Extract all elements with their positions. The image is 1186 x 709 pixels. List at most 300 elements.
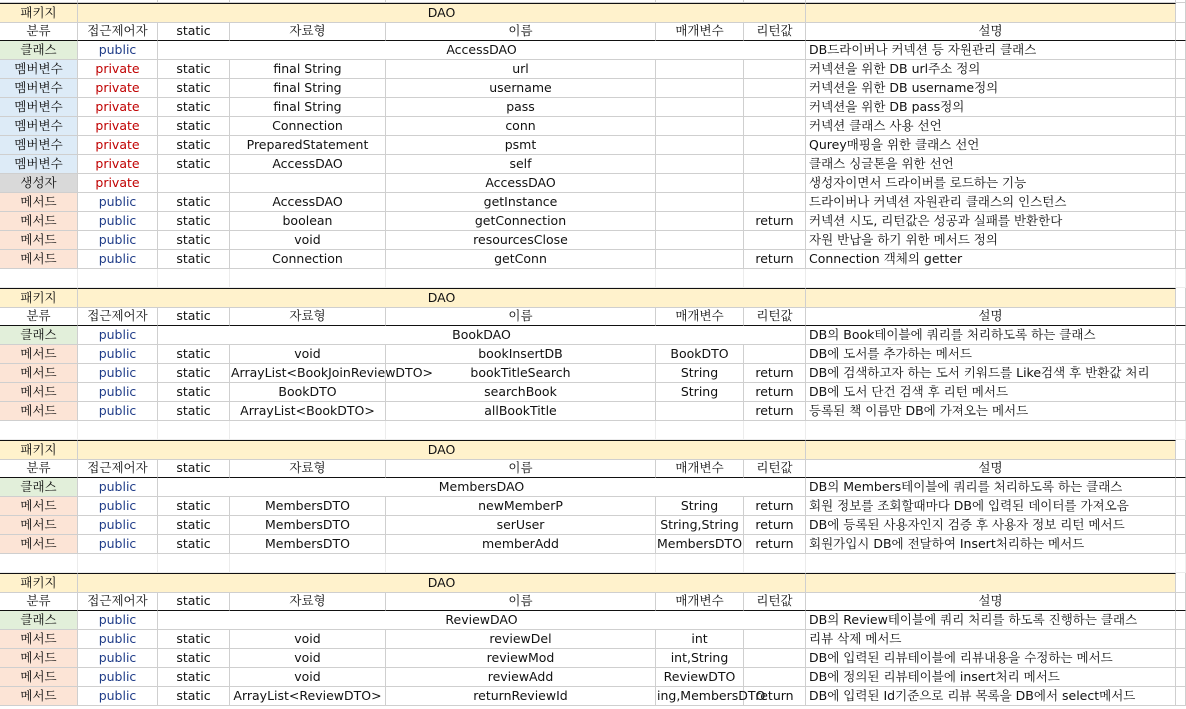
return-cell[interactable]: return <box>744 250 806 269</box>
grid-cell[interactable] <box>1176 668 1186 687</box>
return-cell[interactable] <box>744 231 806 250</box>
params-cell[interactable] <box>656 212 744 231</box>
grid-cell[interactable] <box>0 269 78 288</box>
grid-cell[interactable] <box>1176 212 1186 231</box>
type-cell[interactable]: Connection <box>230 250 386 269</box>
package-name[interactable]: DAO <box>78 573 806 593</box>
grid-cell[interactable] <box>656 269 744 288</box>
category-cell[interactable]: 멤버변수 <box>0 98 78 117</box>
header-return[interactable]: 리턴값 <box>744 307 806 326</box>
grid-cell[interactable] <box>1176 345 1186 364</box>
header-params[interactable]: 매개변수 <box>656 592 744 611</box>
name-cell[interactable]: pass <box>386 98 656 117</box>
return-cell[interactable] <box>744 60 806 79</box>
params-cell[interactable] <box>656 136 744 155</box>
params-cell[interactable] <box>656 250 744 269</box>
return-cell[interactable]: return <box>744 383 806 402</box>
category-cell[interactable]: 메서드 <box>0 535 78 554</box>
access-cell[interactable]: public <box>78 231 158 250</box>
category-cell[interactable]: 메서드 <box>0 649 78 668</box>
desc-cell[interactable]: 생성자이면서 드라이버를 로드하는 기능 <box>806 174 1176 193</box>
type-cell[interactable]: PreparedStatement <box>230 136 386 155</box>
name-cell[interactable]: reviewAdd <box>386 668 656 687</box>
grid-cell[interactable] <box>386 269 656 288</box>
grid-cell[interactable] <box>0 421 78 440</box>
return-cell[interactable]: return <box>744 497 806 516</box>
return-cell[interactable] <box>744 193 806 212</box>
static-cell[interactable]: static <box>158 687 230 706</box>
access-cell[interactable]: public <box>78 478 158 497</box>
name-cell[interactable]: getConn <box>386 250 656 269</box>
desc-cell[interactable]: DB의 Book테이블에 쿼리를 처리하도록 하는 클래스 <box>806 326 1176 345</box>
params-cell[interactable] <box>656 60 744 79</box>
grid-cell[interactable] <box>656 554 744 573</box>
access-cell[interactable]: public <box>78 687 158 706</box>
grid-cell[interactable] <box>386 421 656 440</box>
access-cell[interactable]: private <box>78 98 158 117</box>
package-label[interactable]: 패키지 <box>0 288 78 308</box>
static-cell[interactable]: static <box>158 60 230 79</box>
category-cell[interactable]: 메서드 <box>0 687 78 706</box>
return-cell[interactable]: return <box>744 212 806 231</box>
params-cell[interactable]: String <box>656 383 744 402</box>
grid-cell[interactable] <box>386 554 656 573</box>
type-cell[interactable]: ArrayList<ReviewDTO> <box>230 687 386 706</box>
grid-cell[interactable] <box>744 269 806 288</box>
return-cell[interactable] <box>744 649 806 668</box>
access-cell[interactable]: private <box>78 60 158 79</box>
category-cell[interactable]: 메서드 <box>0 630 78 649</box>
grid-cell[interactable] <box>1176 79 1186 98</box>
access-cell[interactable]: private <box>78 79 158 98</box>
header-return[interactable]: 리턴값 <box>744 22 806 41</box>
grid-cell[interactable] <box>1176 478 1186 497</box>
header-params[interactable]: 매개변수 <box>656 459 744 478</box>
type-cell[interactable]: ArrayList<BookDTO> <box>230 402 386 421</box>
access-cell[interactable]: public <box>78 497 158 516</box>
name-cell[interactable]: bookTitleSearch <box>386 364 656 383</box>
grid-cell[interactable] <box>1176 41 1186 60</box>
name-cell[interactable]: memberAdd <box>386 535 656 554</box>
grid-cell[interactable] <box>806 421 1176 440</box>
desc-cell[interactable]: 드라이버나 커넥션 자원관리 클래스의 인스턴스 <box>806 193 1176 212</box>
package-label[interactable]: 패키지 <box>0 573 78 593</box>
return-cell[interactable] <box>744 630 806 649</box>
static-cell[interactable]: static <box>158 364 230 383</box>
type-cell[interactable]: final String <box>230 60 386 79</box>
grid-cell[interactable] <box>1176 288 1186 308</box>
grid-cell[interactable] <box>1176 497 1186 516</box>
table-row <box>0 630 1186 649</box>
grid-cell[interactable] <box>1176 554 1186 573</box>
grid-cell[interactable] <box>1176 516 1186 535</box>
params-cell[interactable] <box>656 193 744 212</box>
class-name-cell[interactable]: AccessDAO <box>158 41 806 60</box>
access-cell[interactable]: public <box>78 364 158 383</box>
desc-cell[interactable]: 커넥션 클래스 사용 선언 <box>806 117 1176 136</box>
header-type[interactable]: 자료형 <box>230 307 386 326</box>
category-cell[interactable]: 메서드 <box>0 668 78 687</box>
header-params[interactable]: 매개변수 <box>656 22 744 41</box>
name-cell[interactable]: getConnection <box>386 212 656 231</box>
access-cell[interactable]: public <box>78 345 158 364</box>
grid-cell[interactable] <box>0 554 78 573</box>
header-name[interactable]: 이름 <box>386 307 656 326</box>
params-cell[interactable]: String,String <box>656 516 744 535</box>
grid-cell[interactable] <box>1176 193 1186 212</box>
return-cell[interactable] <box>744 174 806 193</box>
header-name[interactable]: 이름 <box>386 22 656 41</box>
grid-cell[interactable] <box>744 421 806 440</box>
type-cell[interactable]: final String <box>230 79 386 98</box>
grid-cell[interactable] <box>1176 155 1186 174</box>
desc-cell[interactable]: 자원 반납을 하기 위한 메서드 정의 <box>806 231 1176 250</box>
grid-cell[interactable] <box>1176 383 1186 402</box>
params-cell[interactable] <box>656 155 744 174</box>
static-cell[interactable]: static <box>158 136 230 155</box>
static-cell[interactable]: static <box>158 231 230 250</box>
desc-cell[interactable]: DB의 Review테이블에 쿼리 처리를 하도록 진행하는 클래스 <box>806 611 1176 630</box>
params-cell[interactable] <box>656 79 744 98</box>
type-cell[interactable]: void <box>230 668 386 687</box>
static-cell[interactable]: static <box>158 98 230 117</box>
category-cell[interactable]: 메서드 <box>0 497 78 516</box>
desc-cell[interactable]: 커넥션을 위한 DB username정의 <box>806 79 1176 98</box>
grid-cell[interactable] <box>1176 326 1186 345</box>
grid-cell[interactable] <box>1176 269 1186 288</box>
access-cell[interactable]: public <box>78 212 158 231</box>
access-cell[interactable]: private <box>78 136 158 155</box>
params-cell[interactable]: ing,MembersDTO <box>656 687 744 706</box>
return-cell[interactable]: return <box>744 402 806 421</box>
package-name[interactable]: DAO <box>78 440 806 460</box>
name-cell[interactable]: allBookTitle <box>386 402 656 421</box>
desc-cell[interactable]: DB에 정의된 리뷰테이블에 insert처리 메서드 <box>806 668 1176 687</box>
name-cell[interactable]: conn <box>386 117 656 136</box>
access-cell[interactable]: private <box>78 174 158 193</box>
column-header-row <box>0 592 1186 611</box>
grid-cell[interactable] <box>1176 231 1186 250</box>
category-cell[interactable]: 클래스 <box>0 478 78 497</box>
type-cell[interactable]: void <box>230 345 386 364</box>
category-cell[interactable]: 메서드 <box>0 193 78 212</box>
header-type[interactable]: 자료형 <box>230 592 386 611</box>
grid-cell[interactable] <box>1176 649 1186 668</box>
desc-cell[interactable]: 회원 정보를 조회할때마다 DB에 입력된 데이터를 가져오음 <box>806 497 1176 516</box>
type-cell[interactable]: Connection <box>230 117 386 136</box>
desc-cell[interactable]: 커넥션 시도, 리턴값은 성공과 실패를 반환한다 <box>806 212 1176 231</box>
header-type[interactable]: 자료형 <box>230 22 386 41</box>
static-cell[interactable]: static <box>158 250 230 269</box>
package-name[interactable]: DAO <box>78 288 806 308</box>
return-cell[interactable]: return <box>744 516 806 535</box>
desc-cell[interactable]: Connection 객체의 getter <box>806 250 1176 269</box>
header-category[interactable]: 분류 <box>0 307 78 326</box>
params-cell[interactable] <box>656 231 744 250</box>
grid-cell[interactable] <box>1176 535 1186 554</box>
params-cell[interactable] <box>656 174 744 193</box>
static-cell[interactable]: static <box>158 649 230 668</box>
header-category[interactable]: 분류 <box>0 592 78 611</box>
header-access[interactable]: 접근제어자 <box>78 307 158 326</box>
type-cell[interactable]: boolean <box>230 212 386 231</box>
name-cell[interactable]: username <box>386 79 656 98</box>
name-cell[interactable]: resourcesClose <box>386 231 656 250</box>
category-cell[interactable]: 클래스 <box>0 611 78 630</box>
desc-header-blank[interactable] <box>806 3 1176 23</box>
category-cell[interactable]: 메서드 <box>0 250 78 269</box>
desc-cell[interactable]: 리뷰 삭제 메서드 <box>806 630 1176 649</box>
grid-cell[interactable] <box>1176 687 1186 706</box>
header-static[interactable]: static <box>158 592 230 611</box>
grid-cell[interactable] <box>1176 592 1186 611</box>
header-access[interactable]: 접근제어자 <box>78 592 158 611</box>
type-cell[interactable]: void <box>230 649 386 668</box>
header-name[interactable]: 이름 <box>386 592 656 611</box>
params-cell[interactable]: int <box>656 630 744 649</box>
params-cell[interactable] <box>656 402 744 421</box>
static-cell[interactable]: static <box>158 117 230 136</box>
grid-cell[interactable] <box>1176 573 1186 593</box>
grid-cell[interactable] <box>78 269 158 288</box>
grid-cell[interactable] <box>78 421 158 440</box>
access-cell[interactable]: public <box>78 535 158 554</box>
header-category[interactable]: 분류 <box>0 459 78 478</box>
return-cell[interactable] <box>744 345 806 364</box>
params-cell[interactable]: BookDTO <box>656 345 744 364</box>
grid-cell[interactable] <box>158 421 230 440</box>
header-params[interactable]: 매개변수 <box>656 307 744 326</box>
access-cell[interactable]: public <box>78 630 158 649</box>
type-cell[interactable]: MembersDTO <box>230 497 386 516</box>
category-cell[interactable]: 클래스 <box>0 41 78 60</box>
header-name[interactable]: 이름 <box>386 459 656 478</box>
access-cell[interactable]: public <box>78 649 158 668</box>
static-cell[interactable]: static <box>158 497 230 516</box>
params-cell[interactable] <box>656 98 744 117</box>
grid-cell[interactable] <box>230 554 386 573</box>
category-cell[interactable]: 메서드 <box>0 402 78 421</box>
access-cell[interactable]: public <box>78 668 158 687</box>
name-cell[interactable]: serUser <box>386 516 656 535</box>
access-cell[interactable]: public <box>78 383 158 402</box>
grid-cell[interactable] <box>1176 3 1186 23</box>
return-cell[interactable] <box>744 155 806 174</box>
header-desc[interactable]: 설명 <box>806 459 1176 478</box>
class-name-cell[interactable]: MembersDAO <box>158 478 806 497</box>
static-cell[interactable]: static <box>158 630 230 649</box>
grid-cell[interactable] <box>1176 136 1186 155</box>
static-cell[interactable]: static <box>158 345 230 364</box>
grid-cell[interactable] <box>656 421 744 440</box>
header-type[interactable]: 자료형 <box>230 459 386 478</box>
desc-cell[interactable]: DB에 도서를 추가하는 메서드 <box>806 345 1176 364</box>
params-cell[interactable]: String <box>656 497 744 516</box>
name-cell[interactable]: bookInsertDB <box>386 345 656 364</box>
header-access[interactable]: 접근제어자 <box>78 459 158 478</box>
type-cell[interactable]: void <box>230 231 386 250</box>
desc-cell[interactable]: 커넥션을 위한 DB pass정의 <box>806 98 1176 117</box>
category-cell[interactable]: 멤버변수 <box>0 136 78 155</box>
type-cell[interactable]: MembersDTO <box>230 535 386 554</box>
header-return[interactable]: 리턴값 <box>744 459 806 478</box>
return-cell[interactable]: return <box>744 364 806 383</box>
return-cell[interactable] <box>744 98 806 117</box>
category-cell[interactable]: 멤버변수 <box>0 60 78 79</box>
category-cell[interactable]: 메서드 <box>0 516 78 535</box>
static-cell[interactable]: static <box>158 516 230 535</box>
grid-cell[interactable] <box>1176 611 1186 630</box>
name-cell[interactable]: AccessDAO <box>386 174 656 193</box>
access-cell[interactable]: public <box>78 516 158 535</box>
static-cell[interactable]: static <box>158 383 230 402</box>
name-cell[interactable]: reviewMod <box>386 649 656 668</box>
access-cell[interactable]: private <box>78 155 158 174</box>
category-cell[interactable]: 멤버변수 <box>0 117 78 136</box>
static-cell[interactable]: static <box>158 402 230 421</box>
header-static[interactable]: static <box>158 22 230 41</box>
static-cell[interactable] <box>158 174 230 193</box>
type-cell[interactable]: final String <box>230 98 386 117</box>
desc-cell[interactable]: DB에 입력된 리뷰테이블에 리뷰내용을 수정하는 메서드 <box>806 649 1176 668</box>
return-cell[interactable] <box>744 668 806 687</box>
package-name[interactable]: DAO <box>78 3 806 23</box>
class-name-cell[interactable]: BookDAO <box>158 326 806 345</box>
desc-cell[interactable]: 등록된 책 이름만 DB에 가져오는 메서드 <box>806 402 1176 421</box>
grid-cell[interactable] <box>806 269 1176 288</box>
desc-cell[interactable]: DB의 Members테이블에 쿼리를 처리하도록 하는 클래스 <box>806 478 1176 497</box>
grid-cell[interactable] <box>1176 98 1186 117</box>
name-cell[interactable]: reviewDel <box>386 630 656 649</box>
return-cell[interactable]: return <box>744 535 806 554</box>
grid-cell[interactable] <box>1176 459 1186 478</box>
desc-cell[interactable]: DB에 등록된 사용자인지 검증 후 사용자 정보 리턴 메서드 <box>806 516 1176 535</box>
desc-cell[interactable]: 클래스 싱글톤을 위한 선언 <box>806 155 1176 174</box>
header-static[interactable]: static <box>158 307 230 326</box>
static-cell[interactable]: static <box>158 193 230 212</box>
type-cell[interactable] <box>230 174 386 193</box>
type-cell[interactable]: BookDTO <box>230 383 386 402</box>
desc-cell[interactable]: DB에 도서 단건 검색 후 리턴 메서드 <box>806 383 1176 402</box>
params-cell[interactable]: ReviewDTO <box>656 668 744 687</box>
return-cell[interactable]: return <box>744 687 806 706</box>
static-cell[interactable]: static <box>158 668 230 687</box>
header-desc[interactable]: 설명 <box>806 307 1176 326</box>
access-cell[interactable]: public <box>78 402 158 421</box>
name-cell[interactable]: url <box>386 60 656 79</box>
name-cell[interactable]: searchBook <box>386 383 656 402</box>
type-cell[interactable]: void <box>230 630 386 649</box>
type-cell[interactable]: ArrayList<BookJoinReviewDTO> <box>230 364 386 383</box>
access-cell[interactable]: public <box>78 611 158 630</box>
grid-cell[interactable] <box>230 269 386 288</box>
table-row <box>0 668 1186 687</box>
grid-cell[interactable] <box>1176 22 1186 41</box>
category-cell[interactable]: 클래스 <box>0 326 78 345</box>
category-cell[interactable]: 멤버변수 <box>0 79 78 98</box>
access-cell[interactable]: public <box>78 193 158 212</box>
desc-cell[interactable]: DB에 검색하고자 하는 도서 키워드를 Like검색 후 반환값 처리 <box>806 364 1176 383</box>
header-return[interactable]: 리턴값 <box>744 592 806 611</box>
return-cell[interactable] <box>744 79 806 98</box>
package-label[interactable]: 패키지 <box>0 3 78 23</box>
name-cell[interactable]: newMemberP <box>386 497 656 516</box>
access-cell[interactable]: private <box>78 117 158 136</box>
static-cell[interactable]: static <box>158 79 230 98</box>
header-category[interactable]: 분류 <box>0 22 78 41</box>
grid-cell[interactable] <box>1176 630 1186 649</box>
return-cell[interactable] <box>744 136 806 155</box>
type-cell[interactable]: MembersDTO <box>230 516 386 535</box>
grid-cell[interactable] <box>1176 60 1186 79</box>
category-cell[interactable]: 메서드 <box>0 212 78 231</box>
access-cell[interactable]: public <box>78 41 158 60</box>
grid-cell[interactable] <box>1176 250 1186 269</box>
category-cell[interactable]: 생성자 <box>0 174 78 193</box>
access-cell[interactable]: public <box>78 250 158 269</box>
category-cell[interactable]: 멤버변수 <box>0 155 78 174</box>
grid-cell[interactable] <box>1176 421 1186 440</box>
params-cell[interactable]: MembersDTO <box>656 535 744 554</box>
params-cell[interactable]: String <box>656 364 744 383</box>
header-access[interactable]: 접근제어자 <box>78 22 158 41</box>
static-cell[interactable]: static <box>158 155 230 174</box>
name-cell[interactable]: psmt <box>386 136 656 155</box>
desc-header-blank[interactable] <box>806 440 1176 460</box>
desc-header-blank[interactable] <box>806 288 1176 308</box>
static-cell[interactable]: static <box>158 212 230 231</box>
grid-cell[interactable] <box>1176 402 1186 421</box>
grid-cell[interactable] <box>744 554 806 573</box>
grid-cell[interactable] <box>1176 364 1186 383</box>
class-name-cell[interactable]: ReviewDAO <box>158 611 806 630</box>
header-static[interactable]: static <box>158 459 230 478</box>
desc-header-blank[interactable] <box>806 573 1176 593</box>
category-cell[interactable]: 메서드 <box>0 364 78 383</box>
category-cell[interactable]: 메서드 <box>0 345 78 364</box>
static-cell[interactable]: static <box>158 535 230 554</box>
grid-cell[interactable] <box>78 554 158 573</box>
grid-cell[interactable] <box>158 269 230 288</box>
desc-cell[interactable]: 회원가입시 DB에 전달하여 Insert처리하는 메서드 <box>806 535 1176 554</box>
params-cell[interactable]: int,String <box>656 649 744 668</box>
desc-cell[interactable]: DB에 입력된 Id기준으로 리뷰 목록을 DB에서 select메서드 <box>806 687 1176 706</box>
category-cell[interactable]: 메서드 <box>0 383 78 402</box>
grid-cell[interactable] <box>1176 440 1186 460</box>
desc-cell[interactable]: Qurey매핑을 위한 클래스 선언 <box>806 136 1176 155</box>
grid-cell[interactable] <box>806 554 1176 573</box>
desc-cell[interactable]: 커넥션을 위한 DB url주소 정의 <box>806 60 1176 79</box>
name-cell[interactable]: self <box>386 155 656 174</box>
grid-cell[interactable] <box>1176 174 1186 193</box>
type-cell[interactable]: AccessDAO <box>230 193 386 212</box>
grid-cell[interactable] <box>230 421 386 440</box>
header-desc[interactable]: 설명 <box>806 22 1176 41</box>
grid-cell[interactable] <box>1176 307 1186 326</box>
package-label[interactable]: 패키지 <box>0 440 78 460</box>
type-cell[interactable]: AccessDAO <box>230 155 386 174</box>
return-cell[interactable] <box>744 117 806 136</box>
name-cell[interactable]: getInstance <box>386 193 656 212</box>
grid-cell[interactable] <box>1176 117 1186 136</box>
header-desc[interactable]: 설명 <box>806 592 1176 611</box>
category-cell[interactable]: 메서드 <box>0 231 78 250</box>
params-cell[interactable] <box>656 117 744 136</box>
name-cell[interactable]: returnReviewId <box>386 687 656 706</box>
desc-cell[interactable]: DB드라이버나 커넥션 등 자원관리 클래스 <box>806 41 1176 60</box>
grid-cell[interactable] <box>158 554 230 573</box>
access-cell[interactable]: public <box>78 326 158 345</box>
